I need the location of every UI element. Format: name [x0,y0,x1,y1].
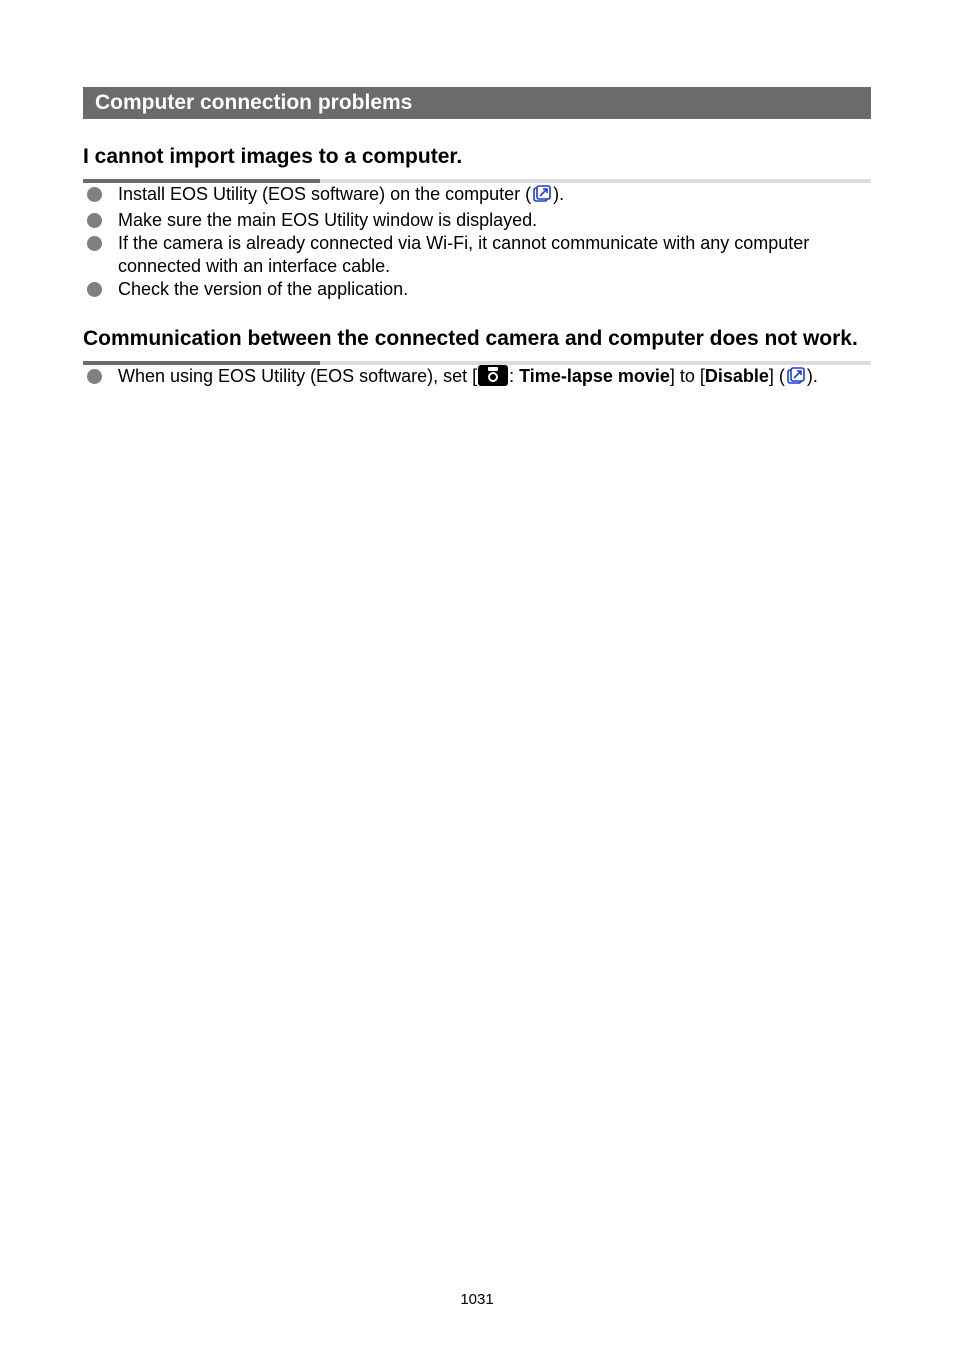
menu-setting-value: Disable [704,366,769,386]
page-reference-icon[interactable] [787,367,805,391]
page-reference-icon[interactable] [533,185,551,209]
subheading-import-images: I cannot import images to a computer. [83,145,463,168]
page-number: 1031 [460,1291,494,1308]
bullet-list-import [83,183,871,301]
page-content [83,87,871,392]
list-item: Check the version of the application. [83,278,871,301]
menu-item-name: Time-lapse movie [519,366,670,386]
section-title: Computer connection problems [83,87,871,119]
list-item: If the camera is already connected via Wi-Fi, it cannot communicate with any computer connected with an interface cable. [83,232,871,278]
list-item: When using EOS Utility (EOS software), set [ : Time-lapse movie] to [Disable] ( ). [83,365,871,392]
list-item: Install EOS Utility (EOS software) on the computer ( ). [83,183,871,209]
bullet-list-communication [83,365,871,392]
list-item: Make sure the main EOS Utility window is displayed. [83,209,871,232]
shooting-menu-camera-icon [478,365,508,392]
subheading-communication: Communication between the connected camera and computer does not work. [83,327,858,350]
